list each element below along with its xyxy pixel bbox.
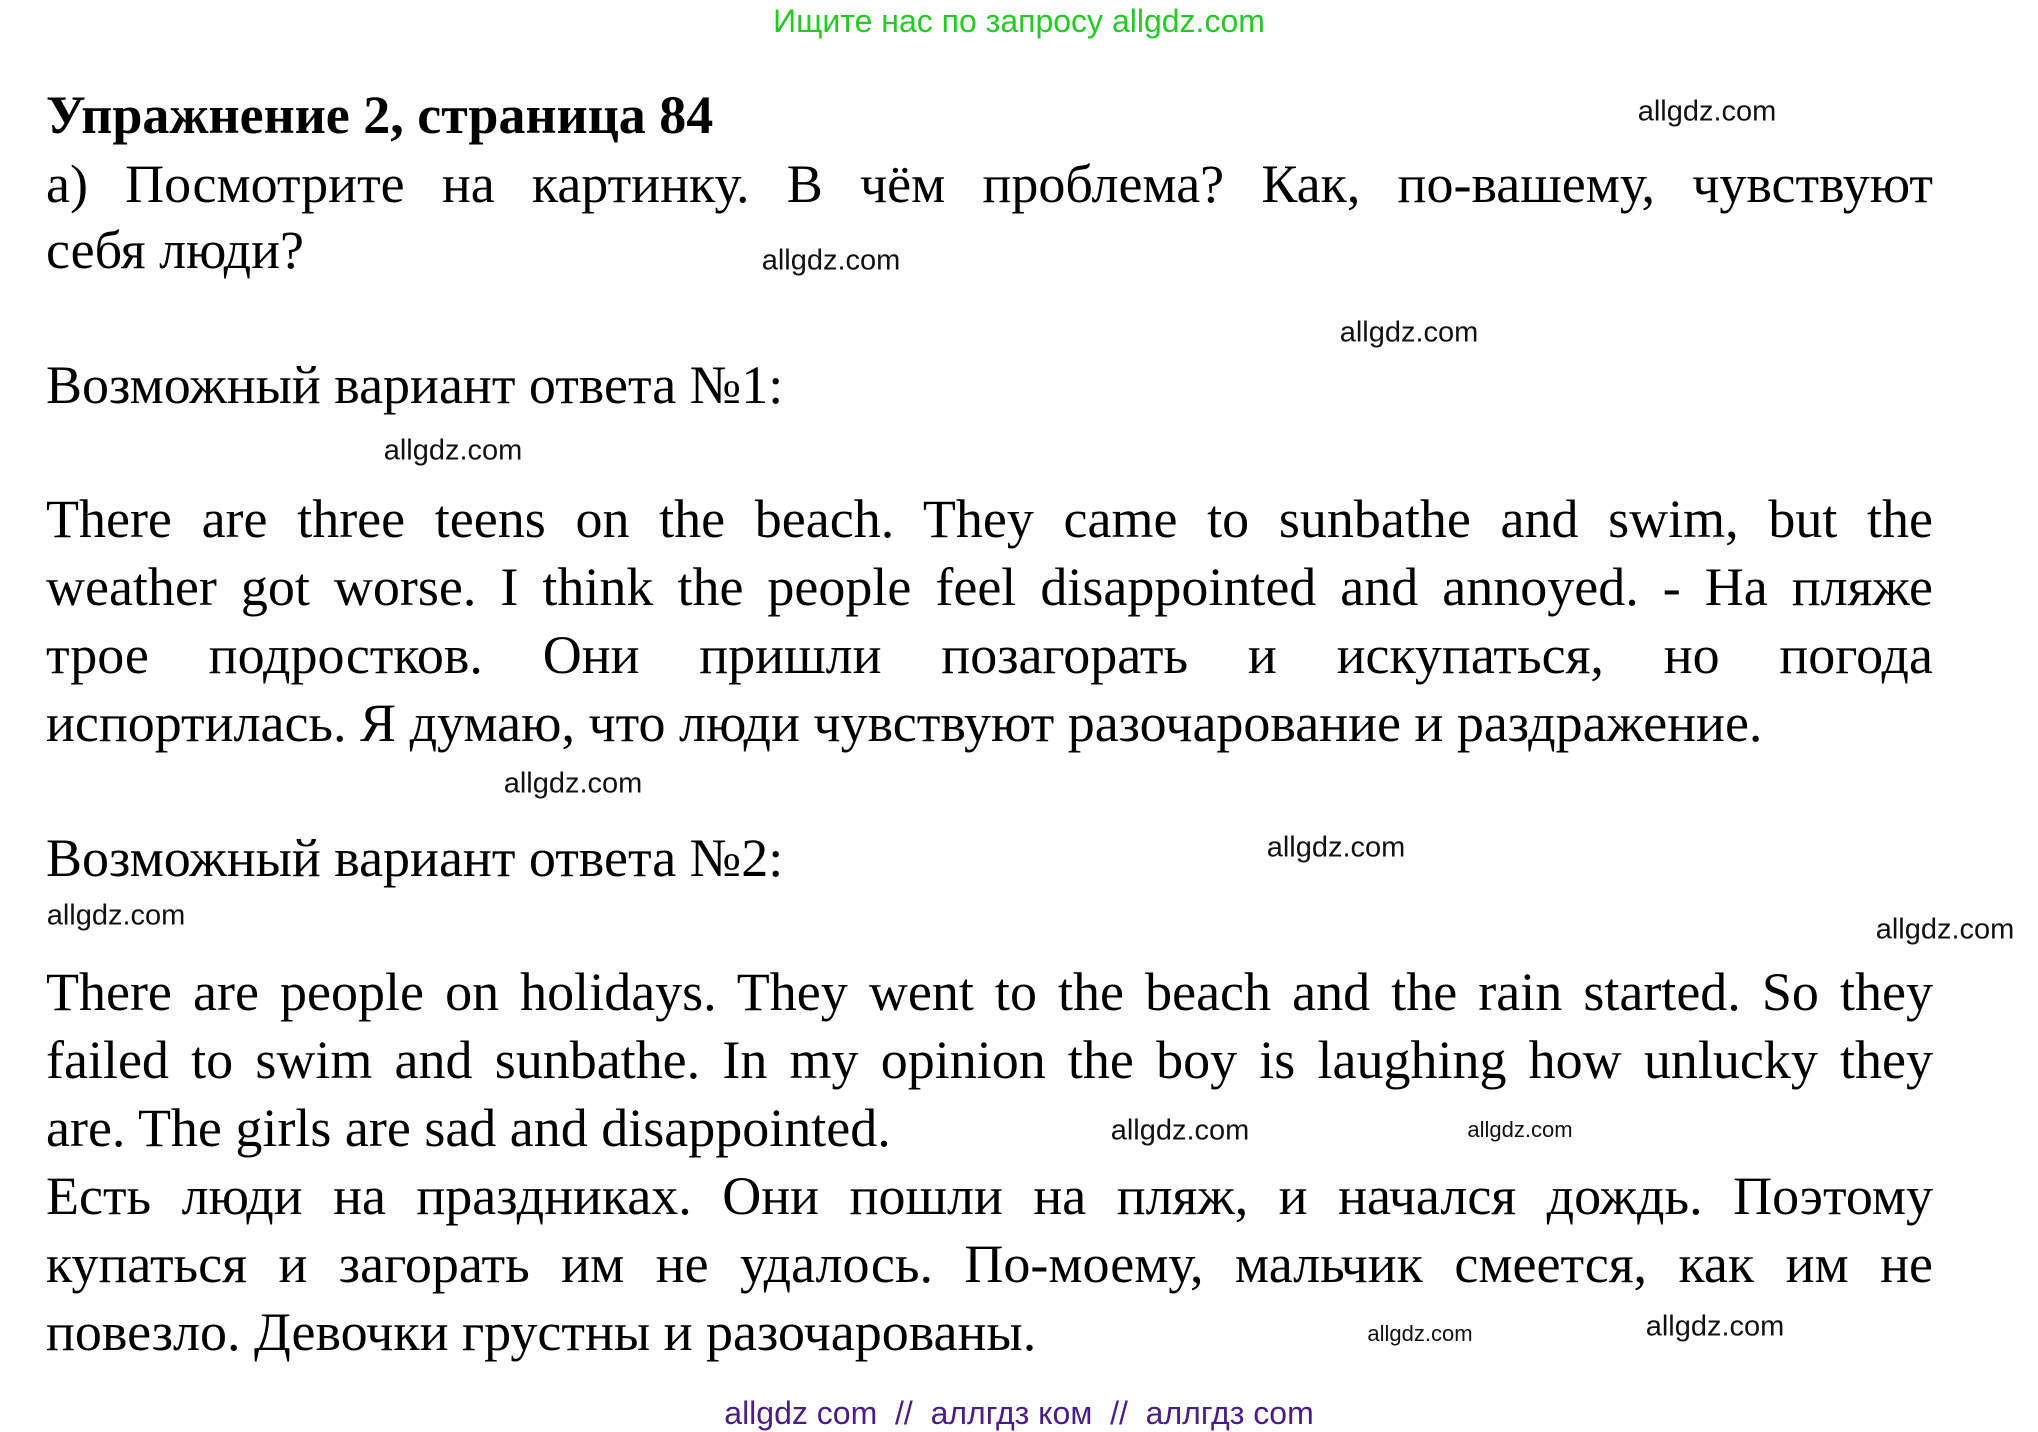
answer2-line: купаться и загорать им не удалось. По-моему, мальчик смеется, как им не xyxy=(46,1234,1933,1294)
answer2-line: Есть люди на праздниках. Они пошли на пляж, и начался дождь. Поэтому xyxy=(46,1166,1933,1226)
watermark: allgdz.com xyxy=(503,767,643,800)
watermark: allgdz.com xyxy=(1875,913,2015,946)
footer-links: allgdz com // аллгдз ком // аллгдз com xyxy=(724,1395,1314,1431)
watermark: allgdz.com xyxy=(383,434,523,467)
answer1-heading: Возможный вариант ответа №1: xyxy=(46,355,784,415)
question-line: себя люди? xyxy=(46,220,304,280)
answer1-line: трое подростков. Они пришли позагорать и искупаться, но погода xyxy=(46,625,1933,685)
watermark: allgdz.com xyxy=(1645,1310,1785,1343)
answer1-line: weather got worse. I think the people feel disappointed and annoyed. - На пляже xyxy=(46,557,1933,617)
watermark: allgdz.com xyxy=(46,899,186,932)
header-banner: Ищите нас по запросу allgdz.com xyxy=(773,3,1265,39)
watermark: allgdz.com xyxy=(1637,95,1777,128)
answer2-line: are. The girls are sad and disappointed. xyxy=(46,1098,891,1158)
watermark: allgdz.com xyxy=(1266,831,1406,864)
answer2-line: There are people on holidays. They went to the beach and the rain started. So they xyxy=(46,962,1933,1022)
answer2-line: failed to swim and sunbathe. In my opinion the boy is laughing how unlucky they xyxy=(46,1030,1933,1090)
answer2-line: повезло. Девочки грустны и разочарованы. xyxy=(46,1302,1037,1362)
watermark: allgdz.com xyxy=(1339,316,1479,349)
answer2-heading: Возможный вариант ответа №2: xyxy=(46,828,784,888)
watermark: allgdz.com xyxy=(1467,1117,1573,1142)
answer1-line: There are three teens on the beach. They came to sunbathe and swim, but the xyxy=(46,489,1933,549)
watermark: allgdz.com xyxy=(761,244,901,277)
exercise-title: Упражнение 2, страница 84 xyxy=(46,85,714,145)
watermark: allgdz.com xyxy=(1367,1321,1473,1346)
watermark: allgdz.com xyxy=(1110,1114,1250,1147)
answer1-line: испортилась. Я думаю, что люди чувствуют разочарование и раздражение. xyxy=(46,693,1763,753)
question-line: а) Посмотрите на картинку. В чём проблема? Как, по-вашему, чувствуют xyxy=(46,154,1933,214)
